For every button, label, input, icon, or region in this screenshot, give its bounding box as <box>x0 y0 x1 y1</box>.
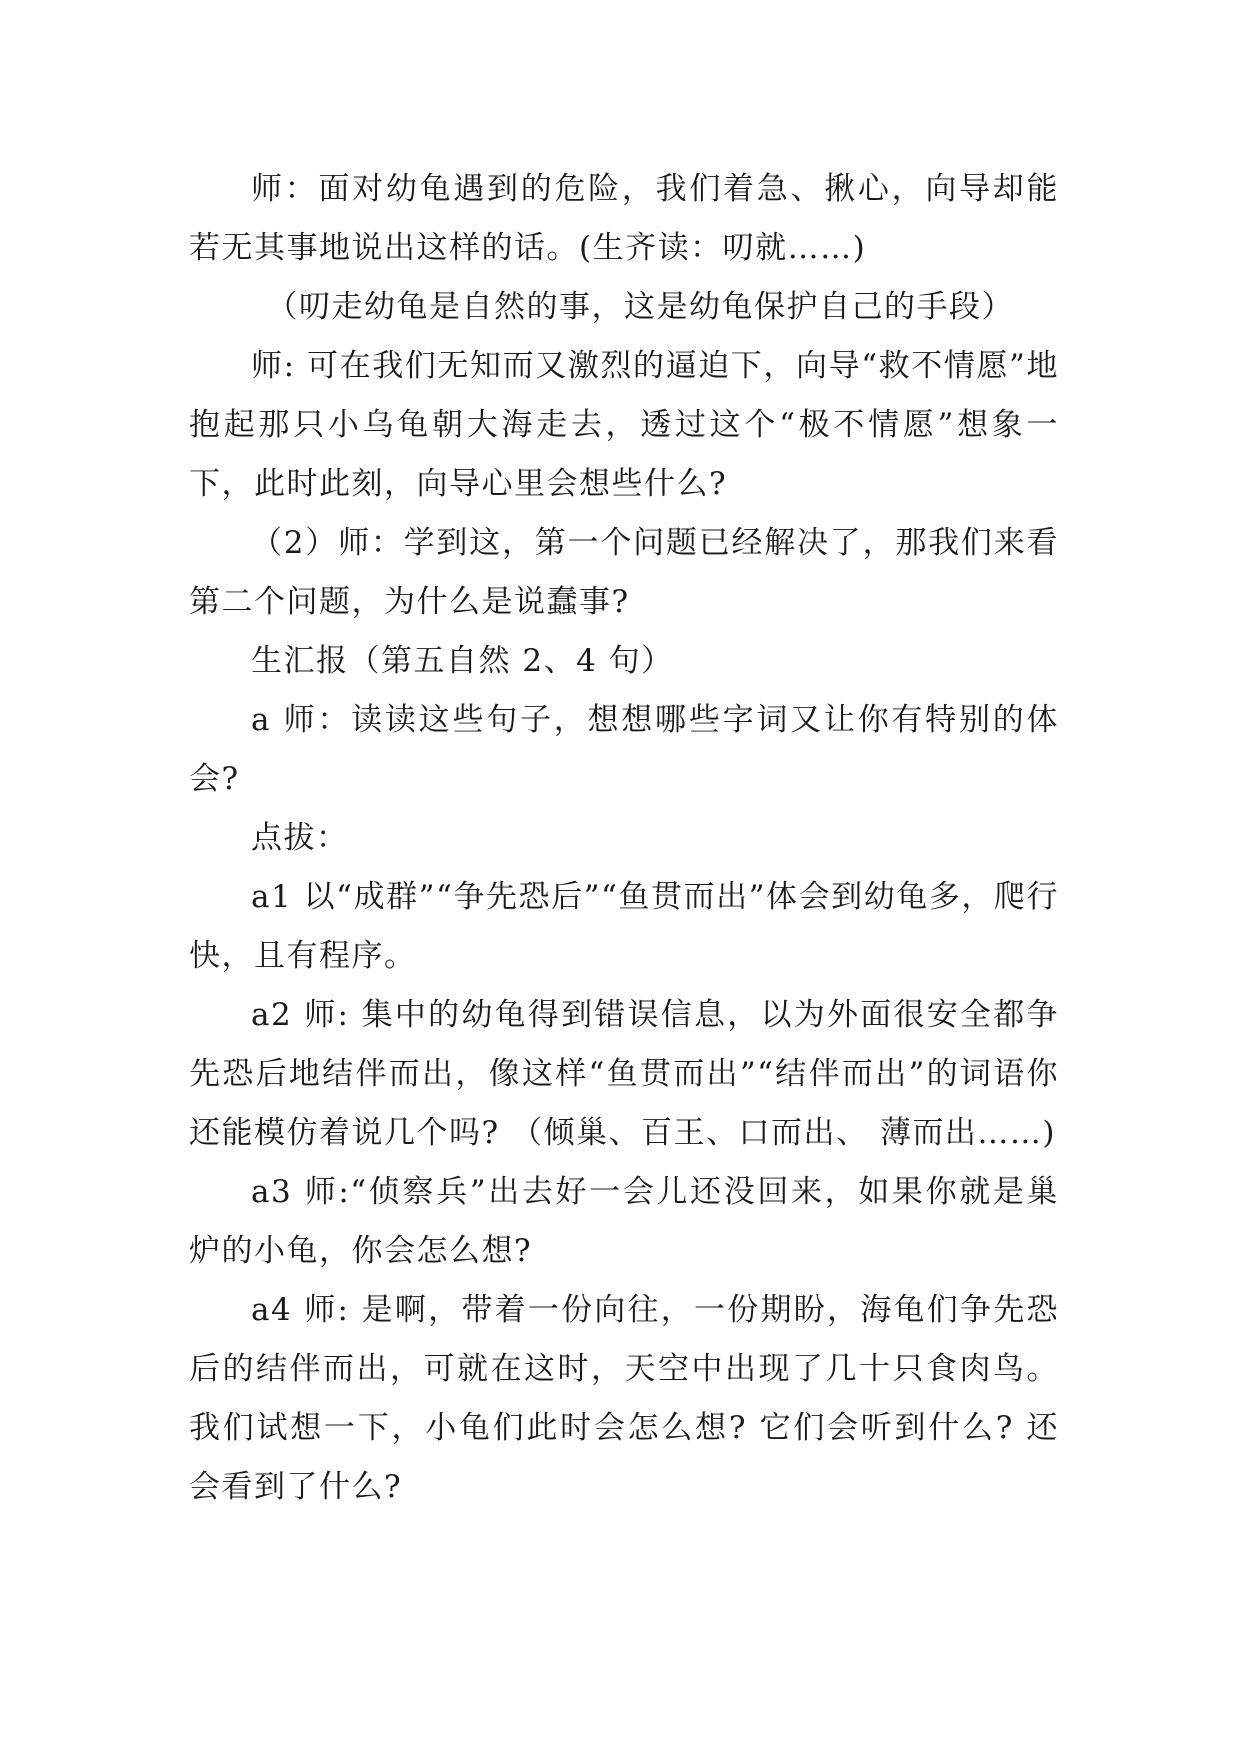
paragraph-student-report: 生汇报（第五自然 2、4 句） <box>251 643 674 679</box>
paragraph-a1: a1 以“成群”“争先恐后”“鱼贯而出”体会到幼龟多，爬行快，且有程序。 <box>189 879 1059 974</box>
document-body <box>189 160 1059 1517</box>
paragraph-a3: a3 师:“侦察兵”出去好一会儿还没回来，如果你就是巢炉的小龟，你会怎么想? <box>189 1174 1059 1269</box>
paragraph-question-two: （2）师：学到这，第一个问题已经解决了，那我们来看第二个问题，为什么是说蠢事? <box>189 525 1059 620</box>
paragraph-natural-note: （叨走幼龟是自然的事，这是幼龟保护自己的手段） <box>266 289 1014 325</box>
paragraph-hint-heading: 点拔： <box>251 820 349 856</box>
paragraph-teacher-danger: 师：面对幼龟遇到的危险，我们着急、揪心，向导却能若无其事地说出这样的话。(生齐读：叨就……) <box>189 171 1059 266</box>
paragraph-guide-reluctant: 师: 可在我们无知而又激烈的逼迫下，向导“救不情愿”地抱起那只小乌龟朝大海走去，透过这个“极不情愿”想象一下，此时此刻，向导心里会想些什么? <box>189 348 1059 502</box>
paragraph-a4: a4 师: 是啊，带着一份向往，一份期盼，海龟们争先恐后的结伴而出，可就在这时，天空中出现了几十只食肉鸟。我们试想一下，小龟们此时会怎么想? 它们会听到什么? 还会看到了什么? <box>189 1292 1059 1505</box>
paragraph-a-read: a 师：读读这些句子，想想哪些字词又让你有特别的体会? <box>189 702 1059 797</box>
paragraph-a2: a2 师: 集中的幼龟得到错误信息，以为外面很安全都争先恐后地结伴而出，像这样“鱼贯而出”“结伴而出”的词语你还能模仿着说几个吗? （倾巢、百王、口而出、 薄而出……) <box>189 997 1059 1151</box>
